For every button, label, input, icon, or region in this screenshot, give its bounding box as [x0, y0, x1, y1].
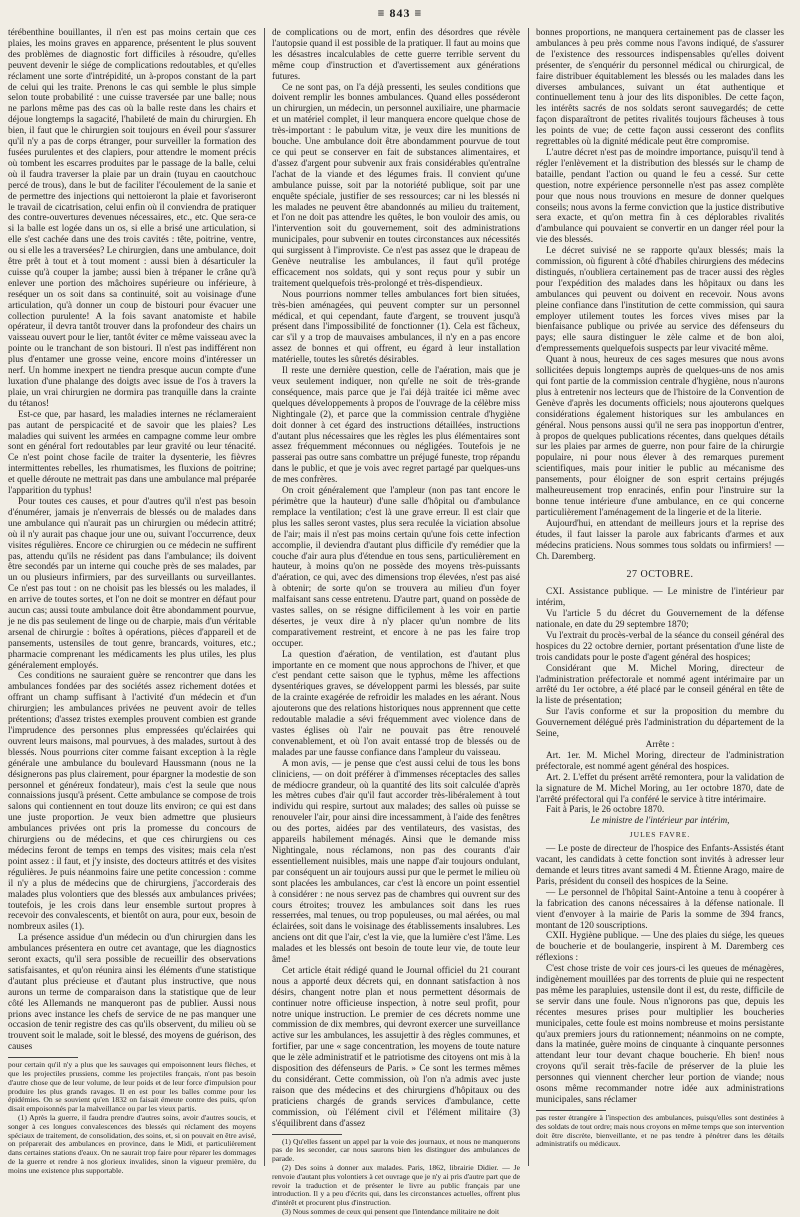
paragraph: Quant à nous, heureux de ces sages mesures que nous avons sollicitées depuis longtemps auprès de quelques-uns de nos amis qui font partie de la commission centrale d'hygiène, nous n'aurons plus à entretenir nos lecteurs que de l'histoire de la Convention de Genève d'après les documents officiels; nous ajouterons quelques considérations également historiques sur les ambulances en général. Nous pensons aussi qu'il ne sera pas inopportun d'entrer, à propos de quelques publications récentes, dans quelques détails sur les plaies par armes de guerre, non pour faire de la chirurgie populaire, ni pour nous élever à des remarques purement scientifiques, mais pour initier le public au mécanisme des pansements, pour éloigner de son esprit certains préjugés malheureusement trop enracinés, enfin pour l'instruire sur la bonne tenue intérieure d'une ambulance, en ce qui concerne particulièrement l'aménagement de la lingerie et de la literie.: [536, 355, 784, 518]
paragraph: C'est chose triste de voir ces jours-ci les queues de ménagères, indigènement mouillées par des torrents de pluie qui ne respectent pas même les parapluies, ustensile dont il est, du reste, difficile de se servir dans une foule. Nous n'ignorons pas que, depuis les récentes mesures prises pour multiplier les boucheries municipales, cette foule est moins nombreuse et moins persistante qu'aux premiers jours du rationnement; néanmoins on ne compte, dans la matinée, guère moins de cinquante à cinquante personnes attendant leur tour devant chaque boucherie. Eh bien! nous croyons qu'il serait très-facile de préserver de la pluie les personnes qui viennent chercher leur portion de viande; nous osons même recommander notre idée aux administrations municipales, sans réclamer: [536, 964, 784, 1105]
paragraph: On croit généralement que l'ampleur (non pas tant encore le périmètre que la hauteur) d'une salle d'hôpital ou d'ambulance remplace la ventilation; c'est là une grave erreur. Il est clair que plus les salles seront vastes, plus sera reculée la viciation absolue de l'air; mais il n'est pas moins certain qu'une fois cette infection accomplie, il deviendra d'autant plus difficile d'y remédier que la couche d'air aura plus d'étendue en tous sens, particulièrement en hauteur, à moins qu'on ne possède des moyens très-puissants d'aération, ce qui, avec des dimensions trop élevées, n'est pas aisé à obtenir; de sorte qu'on se trouvera au milieu d'un foyer malfaisant sans cesse entretenu. D'autre part, quand on possède de vastes salles, on se résigne difficilement à les voir en partie désertes, je veux dire à n'y placer qu'un nombre de lits comparativement restreint, et encore à ne pas les faire trop occuper.: [272, 486, 520, 649]
paragraph: — Le poste de directeur de l'hospice des Enfants-Assistés étant vacant, les candidats à cette fonction sont invités à adresser leur demande et leurs titres avant samedi 4 M. Étienne Arago, maire de Paris, président du conseil des hospices de la Seine.: [536, 844, 784, 887]
act-paragraph: Sur l'avis conforme et sur la proposition du membre du Gouvernement délégué près l'administration du département de la Seine,: [536, 707, 784, 740]
article: Art. 2. L'effet du présent arrêté remontera, pour la validation de la signature de M. Michel Moring, au 1er octobre 1870, date de l'arrêté préfectoral qui l'a conféré le service à titre intérimaire.: [536, 772, 784, 805]
act-paragraph: CXI. Assistance publique. — Le ministre de l'intérieur par intérim,: [536, 587, 784, 609]
paragraph: Ce ne sont pas, on l'a déjà pressenti, les seules conditions que doivent remplir les bonnes ambulances. Quand elles posséderont un chirurgien, un médecin, un personnel auxiliaire, une pharmacie et un matériel complet, il leur manquera encore quelque chose de très-important : le pabulum vitæ, je veux dire les munitions de bouche. Une ambulance doit être abondamment pourvue de tout ce qui peut se conserver en fait de substances alimentaires, et d'assez d'argent pour subvenir aux frais considérables qu'entraîne l'achat de la viande et des légumes frais. Il convient qu'une ambulance puisse, soit par la notoriété publique, soit par une enquête spéciale, justifier de ses ressources; car ni les blessés ni les malades ne peuvent être abandonnés au milieu du traitement, et l'on ne doit pas attendre les quêtes, le bon vouloir des amis, ou l'intervention soit du gouvernement, soit des administrations municipales, pour subvenir en toutes circonstances aux nécessités qui surgissent à l'improviste. Ce n'est pas assez que le drapeau de Genève neutralise les ambulances, il faut qu'il protége efficacement nos soldats, qui y sont reçus pour y subir un traitement quelquefois très-prolongé et très-dispendieux.: [272, 82, 520, 289]
footnote-separator: [272, 1134, 342, 1135]
footnote: (1) Après la guerre, il faudra prendre d'autres soins, avoir d'autres soucis, et songer à ces longues convalescences des blessés qui réclament des moyens spéciaux de traitement, de consolidation, des soins, et, si on pouvait en être avisé, on préparerait des ambulances en province, dans le Midi, et particulièrement dans certaines stations d'eaux. On ne saurait trop faire pour réparer les dommages de la guerre et rendre à nos glorieux invalides, sinon la vigueur première, du moins une existence plus supportable.: [8, 1112, 256, 1175]
date-heading: 27 OCTOBRE.: [626, 569, 694, 581]
article: Fait à Paris, le 26 octobre 1870.: [546, 805, 665, 816]
column-rule: [264, 28, 265, 1166]
paragraph: bonnes proportions, ne manquera certainement pas de classer les ambulances à peu près comme nous l'avons indiqué, de s'assurer de l'existence des ressources indispensables qu'elles doivent présenter, de s'enquérir du personnel médical ou chirurgical, de faire distribuer équitablement les blessés ou les malades dans les diverses ambulances, suivant un état authentique et continuellement tenu à jour des lits disponibles. De cette façon, les intérêts sacrés de nos soldats seront sauvegardés; de cette façon disparaîtront de petites rivalités toujours fâcheuses à tous les points de vue; de cette façon aussi cesseront des conflits regrettables où la dignité médicale peut être compromise.: [536, 28, 784, 148]
act-paragraph: Vu l'article 5 du décret du Gouvernement de la défense nationale, en date du 29 septembre 1870;: [536, 609, 784, 631]
arrete-heading: Arrête :: [645, 740, 675, 750]
paragraph: Il reste une dernière question, celle de l'aération, mais que je veux seulement indiquer, non qu'elle ne soit de très-grande conséquence, mais parce que je l'ai déjà traitée ici même avec quelques développements à propos de l'ouvrage de la célèbre miss Nightingale (2), et parce que la commission centrale d'hygiène doit donner à cet égard des instructions détaillées, instructions d'autant plus nécessaires que les règles les plus élémentaires sont assez fréquemment méconnues ou négligées. Toutefois je ne passerai pas outre sans combattre un préjugé funeste, trop répandu dans le public, et que je vois avec regret partagé par quelques-uns de mes confrères.: [272, 366, 520, 486]
paragraph: A mon avis, — je pense que c'est aussi celui de tous les bons cliniciens, — on doit préférer à d'immenses réceptacles des salles de médiocre grandeur, où la quantité des lits soit calculée d'après les mètres cubes d'air qu'il faut accorder très-libéralement à tout individu qui respire, surtout aux malades; des salles où puisse se renouveler l'air, pour ainsi dire incessamment, à l'aide des fenêtres ou des portes, aidées par des ventilateurs, des vasistas, des appareils habilement ménagés. Ainsi que le demande miss Nightingale, nous réclamons, non pas des courants d'air essentiellement nuisibles, mais une nappe d'air toujours ondulant, par conséquent un air toujours aussi pur que le permet le milieu où sont placées les ambulances, car c'est là encore un point essentiel à considérer : ne nous servez pas de chambres qui ouvrent sur des cours étroites; trouvez les ambulances soit dans les rues resserrées, mal tenues, ou trop populeuses, ou mal aérées, ou mal éclairées, soit dans le voisinage des établissements insalubres. Les anciens ont dit que l'air, c'est la vie, que la lumière c'est l'âme. Les malades et les blessés ont besoin de toute leur vie, de toute leur âme!: [272, 758, 520, 966]
paragraph: Ces conditions ne sauraient guère se rencontrer que dans les ambulances fondées par des sociétés assez richement dotées et offrant un champ suffisant à l'activité d'un médecin et d'un chirurgien; les ambulances privées ne peuvent avoir de telles prétentions; d'assez tristes exemples prouvent combien est grande l'imprudence des personnes plus empressées qu'éclairées qui ouvrent leurs maisons, mal pourvues, à des malades, surtout à des blessés. Nous pourrions citer comme faisant exception à la règle générale une ambulance du boulevard Haussmann (nous ne la désignerons pas plus clairement, pour épargner la modestie de son personnel et généreux fondateur), mais c'est la seule que nous connaissions jusqu'à présent. Cette ambulance se compose de trois salons qui contiennent en tout douze lits environ; ce qui est dans une juste proportion. Je veux bien admettre que plusieurs ambulances privées ont pris la promesse du concours de chirurgiens ou de médecins, et que ces chirurgiens ou ces médecins feront de temps en temps des visites; mais cela n'est point assez : il faut, et j'y insiste, des docteurs attitrés et des visites régulières. Je puis néanmoins faire une petite concession : comme il n'y a plus de médecins que de chirurgiens, j'accorderais des malades plus volontiers que des blessés aux ambulances privées; toutefois, je les crois dans leur ensemble surtout propres à recevoir des convalescents, et bientôt on aura, pour eux, besoin de nombreux asiles (1).: [8, 671, 256, 933]
paragraph: La présence assidue d'un médecin ou d'un chirurgien dans les ambulances présentera en outre cet avantage, que les diagnostics seront exacts, qu'il sera possible de recueillir des observations satisfaisantes, et qu'on réunira ainsi les éléments d'une statistique d'autant plus précieuse et d'autant plus instructive, que nous aurons un terme de comparaison dans la statistique que de leur côté les Allemands ne manqueront pas de publier. Aussi nous prions avec instance les chefs de service de ne pas manquer une occasion de tenir registre des cas qu'ils observent, du milieu où se trouvent soit le malade, soit le blessé, des moyens de guérison, des causes: [8, 933, 256, 1053]
paragraph: Le décret suivisé ne se rapporte qu'aux blessés; mais la commission, où figurent à côté d'habiles chirurgiens des médecins distingués, n'oubliera certainement pas de tracer aussi des règles pour l'expédition des malades dans les hôpitaux ou dans les ambulances qui peuvent ou doivent en recevoir. Nous avons pleine confiance dans l'institution de cette commission, qui saura employer utilement toutes les forces vives mises par la bienfaisance publique ou privée au service des défenseurs du pays; elle saura distinguer le zèle calme et de bon aloi, d'empressements quelquefois suspects par leur vivacité même.: [536, 246, 784, 355]
paragraph: térébenthine bouillantes, il n'en est pas moins certain que ces plaies, les moins graves en apparence, présentent le plus souvent des problèmes de diagnostic fort difficiles à résoudre, qu'elles peuvent devenir le siége de complications redoutables, et qu'elles réclament une sorte d'intrépidité, un à-propos constant de la part de celui qui les traite. Prenons le cas qui semble le plus simple selon toute probabilité : une cuisse traversée par une balle; nous ne parlons même pas des cas où la balle reste dans les chairs et déjoue longtemps la sagacité, l'habileté de main du chirurgien. Eh bien, il faut que le chirurgien soit toujours en éveil pour s'assurer qu'il n'y a pas de corps étranger, pour surveiller la formation des fusées purulentes et des clapiers, pour attendre le moment précis où tombent les escarres produites par le passage de la balle, celui où il faudra traverser la plaie par un drain (tuyau en caoutchouc percé de trous), dans le but de faciliter l'écoulement de la sanie et de permettre des injections qui nettoieront la plaie et favoriseront le travail de cicatrisation, celui enfin où il conviendra de pratiquer des contre-ouvertures devenues nécessaires, etc., etc. Que sera-ce si la balle est logée dans un os, si elle a brisé une articulation, si elle s'est cachée dans une des trois cavités : tête, poitrine, ventre, ou si elle les a traversées? Le chirurgien, dans une ambulance, doit être prêt à tout et à tout moment : aussi bien à désarticuler la cuisse qu'à couper la jambe; aussi bien à trépaner le crâne qu'à enlever une portion des mâchoires supérieure ou inférieure, à reséquer un os soit dans sa continuité, soit au voisinage d'une articulation, qu'à donner un coup de bistouri pour évacuer une collection purulente! A la fois savant anatomiste et habile opérateur, il devra tantôt trouver dans la profondeur des chairs un vaisseau ouvert pour le lier, tantôt éviter ce même vaisseau avec la pointe ou le tranchant de son bistouri. Il n'est pas indifférent non plus d'entamer une grosse veine, encore moins d'intéresser un nerf. Un homme inexpert ne tiendra presque aucun compte d'une luxation d'une phalange des doigts avec issue de l'os à travers la plaie, un vrai chirurgien ne dormira pas tranquille dans la crainte du tétanos!: [8, 28, 256, 409]
signature-title: [536, 816, 784, 827]
signature-name: JULES FAVRE.: [629, 830, 691, 840]
footnote-separator: [8, 1057, 78, 1058]
paragraph: Pour toutes ces causes, et pour d'autres qu'il n'est pas besoin d'énumérer, jamais je n'enverrais de blessés ou de malades dans une ambulance qui n'aurait pas un chirurgien ou médecin attitré; où il n'y aurait pas chaque jour une ou, suivant l'occurrence, deux visites régulières. Encore ce chirurgien ou ce médecin ne suffirent pas, attendu qu'ils ne résident pas dans l'ambulance; ils doivent être secondés par un interne qui couche près de ses malades, par un ou plusieurs infirmiers, par des surveillants ou surveillantes. Ce n'est pas tout : on ne choisit pas les blessés ou les malades, il en arrive de toutes sortes, et l'on ne doit se montrer en défaut pour aucun cas; aussi toute ambulance doit être abondamment pourvue, je ne dis pas seulement de linge ou de charpie, mais d'un véritable arsenal de chirurgie : boîtes à opérations, pièces d'appareil et de pansements, ustensiles de tout genre, brancards, voitures, etc.; pharmacie comprenant les médicaments les plus utiles, les plus généralement employés.: [8, 496, 256, 671]
footnote: pour certain qu'il n'y a plus que les sauvages qui empoisonnent leurs flèches, et que les projectiles prussiens, comme les projectiles français, n'ont pas besoin d'autre chose que de leur volume, de leur poids et de leur force d'impulsion pour produire les plus grands ravages. Il en est pour les balles comme pour les épidémies. On se souvient qu'en 1832 on faisait émeute contre des puits, qu'on disait empoisonnés par la malveillance ou par les vieux partis.: [8, 1060, 256, 1114]
paragraph: Est-ce que, par hasard, les maladies internes ne réclameraient pas autant de perspicacité et de savoir que les plaies? Les maladies qui suivent les armées en campagne comme leur ombre sont en général fort redoutables par leur gravité ou leur ténacité. Ce n'est point chose facile de traiter la dysenterie, les fièvres intermittentes rebelles, les rhumatismes, les fluxions de poitrine; et quelle déroute ne mettrait pas dans une ambulance mal préparée l'apparition du typhus!: [8, 409, 256, 497]
footnote: (1) Qu'elles fassent un appel par la voie des journaux, et nous ne manquerons pas de les seconder, car nous saurons bien les distinguer des ambulances de parade.: [272, 1136, 520, 1164]
signature-title-text: Le ministre de l'intérieur par intérim,: [590, 816, 730, 827]
column-1: [8, 28, 256, 1175]
footnote: (3) Nous sommes de ceux qui pensent que l'intendance militaire ne doit: [282, 1206, 500, 1216]
paragraph: Nous pourrions nommer telles ambulances fort bien situées, très-bien aménagées, qui peuvent compter sur un personnel médical, et qui cependant, faute d'argent, se trouvent jusqu'à présent dans l'impossibilité de fonctionner (1). Cela est fâcheux, car s'il y a trop de mauvaises ambulances, il n'y en a pas encore assez de bonnes et qui offrent, eu égard à leur installation matérielle, toutes les sûretés désirables.: [272, 289, 520, 366]
paragraph: CXII. Hygiène publique. — Une des plaies du siége, les queues de boucherie et de boulangerie, inspirent à M. Daremberg ces réflexions :: [536, 931, 784, 964]
act-paragraph: Vu l'extrait du procès-verbal de la séance du conseil général des hospices du 22 octobre dernier, portant présentation d'une liste de trois candidats pour le poste d'agent général des hospices;: [536, 630, 784, 663]
paragraph: Aujourd'hui, en attendant de meilleurs jours et la reprise des études, il faut laisser la parole aux fabricants d'armes et aux médecins praticiens. Nous sommes tous soldats ou infirmiers! — Ch. Daremberg.: [536, 518, 784, 562]
footnote: pas rester étrangère à l'inspection des ambulances, puisqu'elles sont destinées à des soldats de tout ordre; mais nous croyons en même temps que son intervention doit être discrète, bienveillante, et ne pas tendre à pénétrer dans les détails administratifs ou médicaux.: [536, 1112, 784, 1149]
act-paragraph: Considérant que M. Michel Moring, directeur de l'administration préfectorale et nommé agent intérimaire par un arrêté du 1er octobre, a été placé par le conseil général en tête de la liste de présentation;: [536, 663, 784, 707]
paragraph: — Le personnel de l'hôpital Saint-Antoine a tenu à coopérer à la fabrication des canons nécessaires à la défense nationale. Il vient d'envoyer à la mairie de Paris la somme de 394 francs, montant de 120 souscriptions.: [536, 887, 784, 931]
page-number: ≡ 843 ≡: [0, 6, 800, 21]
paragraph: La question d'aération, de ventilation, est d'autant plus importante en ce moment que nous approchons de l'hiver, et que c'est pendant cette saison que le typhus, même les affections dysentériques graves, se développent parmi les blessés, par suite de la crainte exagérée de refroidir les malades en les aérant. Nous ajouterons que des relations historiques nous apprennent que cette redoutable maladie a sévi fréquemment avec violence dans de vastes églises où l'air ne pouvait pas être renouvelé convenablement, et où l'on avait entassé trop de blessés ou de malades par une fausse confiance dans l'ampleur du vaisseau.: [272, 649, 520, 758]
paragraph: L'autre décret n'est pas de moindre importance, puisqu'il tend à régler l'enlèvement et la distribution des blessés sur le champ de bataille, pendant l'action ou quand le feu a cessé. Sur cette question, notre expérience personnelle n'est pas assez complète pour que nous nous trouvions en mesure de donner quelques conseils; nous avons la ferme conviction que la justice distributive sera exacte, et qu'on mettra fin à ces déplorables rivalités d'ambulance qui pouvaient se convertir en un danger réel pour la vie des blessés.: [536, 147, 784, 246]
column-rule: [528, 28, 529, 1166]
column-2: [272, 28, 520, 1216]
paragraph: Cet article était rédigé quand le Journal officiel du 21 courant nous a apporté deux décrets qui, en donnant satisfaction à nos désirs, changent notre plan et nous permettent désormais de continuer notre officieuse inspection, à notre seul profit, pour notre unique instruction. Le premier de ces décrets nomme une commission de dix membres, qui devront exercer une surveillance active sur les ambulances, les assujettir à des règles communes, et fortifier, par une « sage concentration, les moyens de toute nature que le zèle administratif et le patriotisme des citoyens ont mis à la disposition des défenseurs de Paris. » Ce sont les termes mêmes du considérant. Cette commission, où l'on n'a admis avec juste raison que des médecins et des chirurgiens d'hôpitaux ou des praticiens chargés de grands services d'ambulance, cette commission, où l'élément civil et l'élément militaire (3) s'équilibrent dans d'assez: [272, 965, 520, 1129]
article: Art. 1er. M. Michel Moring, directeur de l'administration préfectorale, est nommé agent général des hospices.: [536, 750, 784, 772]
column-3: [536, 28, 784, 1166]
paragraph: de complications ou de mort, enfin des désordres que révèle l'autopsie quand il est possible de la pratiquer. Il faut au moins que les désastres incalculables de cette guerre terrible servent du même coup d'instruction et d'avertissement aux générations futures.: [272, 28, 520, 82]
footnote: (2) Des soins à donner aux malades. Paris, 1862, librairie Didier. — Je renvoie d'autant plus volontiers à cet ouvrage que je n'y ai pris d'autre part que de revoir la traduction et de présenter le livre au public français par une introduction. Il y a peu d'écrits qui, dans les circonstances actuelles, offrent plus d'intérêt et procurent plus d'instruction.: [272, 1162, 520, 1208]
footnote-separator: [536, 1110, 606, 1111]
